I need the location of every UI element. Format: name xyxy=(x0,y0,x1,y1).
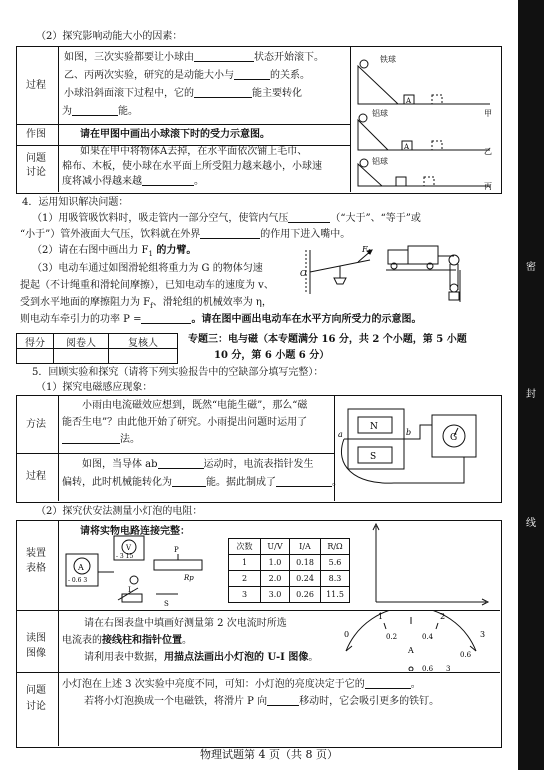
device-label2: 表格 xyxy=(26,563,46,574)
s5b-disc-label1: 问题 xyxy=(26,685,46,696)
circuit-figure xyxy=(60,532,225,608)
grader-header: 阅卷人 xyxy=(66,337,96,349)
grader-input[interactable] xyxy=(53,348,109,364)
dial-unit-a: A xyxy=(408,646,414,655)
s5-proc-line1: 如图，当导体 ab 运动时，电流表指针发生 xyxy=(82,459,314,470)
dial-label-3: 3 xyxy=(480,630,486,639)
dial-label-02: 0.2 xyxy=(386,633,398,641)
s2-draw-text: 请在甲图中画出小球滚下时的受力示意图。 xyxy=(80,129,270,140)
s2-disc-line3: 度将减小得越来越 。 xyxy=(62,176,204,187)
s5-method-line3: 法。 xyxy=(62,433,140,447)
reviewer-header: 复核人 xyxy=(128,337,158,349)
label-ammeter: A xyxy=(78,563,84,572)
table-cell: 0.26 xyxy=(296,590,314,599)
topic3-line2: 10 分，第 6 小题 6 分） xyxy=(214,350,330,361)
induction-figure xyxy=(334,395,500,501)
s2-proc-label: 过程 xyxy=(26,80,46,91)
label-bing: 丙 xyxy=(484,182,492,191)
label-slider-p: P xyxy=(174,546,179,554)
label-al-ball2: 铝球 xyxy=(372,157,388,166)
s5-proc-line2: 偏转，此时机械能转化为 能。据此制成了 。 xyxy=(62,477,342,488)
side-char-feng: 封 xyxy=(526,389,536,400)
label-b: b xyxy=(406,428,412,437)
lever-figure xyxy=(300,244,380,300)
table-cell: 0.18 xyxy=(296,558,314,567)
s4-q2: （2）请在右图中画出力 $F_1$ 的力臂。 xyxy=(32,245,197,258)
table-cell: 0.24 xyxy=(296,574,314,583)
graph-label2: 图像 xyxy=(26,648,46,659)
label-al-ball1: 铝球 xyxy=(372,109,388,118)
col-resistance: R/Ω xyxy=(327,542,343,551)
score-header: 得分 xyxy=(25,337,45,349)
s2-disc-line1: 如果在甲中将物体A去掉，在水平面依次铺上毛巾、 xyxy=(80,146,308,157)
s4-q3-line4: 则电动车牵引力的功率 P = 。请在图中画出电动车在水平方向所受力的示意图。 xyxy=(20,314,422,325)
dial-label-2: 2 xyxy=(440,612,446,621)
reviewer-input[interactable] xyxy=(108,348,178,364)
connect-instruction: 请将实物电路连接完整： xyxy=(80,526,190,537)
table-cell: 2.0 xyxy=(268,574,282,583)
dial-label-1: 1 xyxy=(378,612,384,621)
s5-proc-label: 过程 xyxy=(26,471,46,482)
col-trial: 次数 xyxy=(236,542,253,551)
table-cell: 2 xyxy=(241,574,248,583)
s5-heading: 5．回顾实验和探究（请将下列实验报告中的空缺部分填写完整）： xyxy=(32,367,324,378)
table-cell: 1.0 xyxy=(268,558,282,567)
label-ammeter-terminals: - 0.6 3 xyxy=(68,577,88,584)
label-yi: 乙 xyxy=(484,147,492,156)
graph-line1: 请在右图表盘中填画好测量第 2 次电流时所选 xyxy=(84,618,287,629)
label-o: O xyxy=(300,269,307,278)
s5b-disc-line2: 若将小灯泡换成一个电磁铁，将滑片 P 向 移动时，它会吸引更多的铁钉。 xyxy=(84,696,440,707)
ui-graph-axes[interactable] xyxy=(362,522,492,608)
s5b-sub2: （2）探究伏安法测量小灯泡的电阻： xyxy=(36,506,203,517)
s2-draw-label: 作图 xyxy=(26,129,46,140)
s5b-disc-line1: 小灯泡在上述 3 次实验中亮度不同，可知：小灯泡的亮度决定于它的 。 xyxy=(62,679,421,690)
label-a: a xyxy=(338,430,343,439)
table-cell: 3 xyxy=(241,590,248,599)
table-cell: 3.0 xyxy=(268,590,282,599)
s2-disc-line2: 棉布、木板，使小球在水平面上所受阻力越来越小，小球速 xyxy=(62,161,322,172)
col-voltage: U/V xyxy=(267,542,283,551)
label-voltmeter-terminals: - 3 15 xyxy=(116,553,134,560)
dial-label-0: 0 xyxy=(344,630,350,639)
label-south: S xyxy=(370,452,377,462)
s2-proc-line4: 为 能。 xyxy=(62,106,138,117)
s4-q1-line2: “小于”）管外液面大气压，饮料就在外界 的作用下进入嘴中。 xyxy=(20,229,351,240)
s2-heading: （2）探究影响动能大小的因素： xyxy=(36,31,183,42)
ammeter-dial[interactable] xyxy=(326,611,496,671)
ramp-figures xyxy=(350,46,500,192)
s4-q3-line2: 提起（不计绳重和滑轮间摩擦），已知电动车的速度为 v、 xyxy=(20,280,274,291)
s5-method-label: 方法 xyxy=(26,419,46,430)
dial-label-06: 0.6 xyxy=(460,651,472,659)
side-char-mi: 密 xyxy=(526,262,536,273)
label-galvanometer: G xyxy=(450,433,458,443)
label-block-a1: A xyxy=(406,97,412,105)
graph-line3: 请利用表中数据，用描点法画出小灯泡的 U-I 图像。 xyxy=(84,652,319,663)
s2-proc-line2: 乙、丙两次实验，研究的是动能大小与 的关系。 xyxy=(64,70,310,81)
col-current: I/A xyxy=(299,542,311,551)
dial-label-04: 0.4 xyxy=(422,633,434,641)
topic3-line1: 专题三：电与磁（本专题满分 16 分，共 2 个小题，第 5 小题 xyxy=(188,334,467,345)
label-jia: 甲 xyxy=(484,109,492,118)
label-voltmeter: V xyxy=(126,544,132,552)
graph-line2: 电流表的接线柱和指针位置。 xyxy=(62,635,192,646)
side-char-xian: 线 xyxy=(526,518,536,529)
s4-heading: 4．运用知识解决问题： xyxy=(22,197,129,208)
label-lamp: L xyxy=(128,586,133,594)
s2-proc-line1: 如图，三次实验都要让小球由 状态开始滚下。 xyxy=(64,52,324,63)
label-iron-ball: 铁球 xyxy=(380,55,396,64)
label-rheostat: Rp xyxy=(184,574,194,582)
table-cell: 11.5 xyxy=(326,590,344,599)
score-table xyxy=(16,333,178,364)
page-footer: 物理试题第 4 页（共 8 页） xyxy=(200,748,338,761)
s4-q1-line1: （1）用吸管吸饮料时，吸走管内一部分空气，使管内气压 （“大于”、“等于”或 xyxy=(32,213,421,224)
label-block-a2: A xyxy=(404,143,410,151)
s5-method-line2: 能否生电”？由此他开始了研究。小雨提出问题时运用了 xyxy=(62,417,308,428)
terminal-3: 3 xyxy=(446,665,451,671)
graph-label1: 读图 xyxy=(26,633,46,644)
s2-disc-label1: 问题 xyxy=(26,153,46,164)
table-cell: 5.6 xyxy=(328,558,342,567)
s5b-disc-label2: 讨论 xyxy=(26,701,46,712)
terminal-06: 0.6 xyxy=(422,665,434,671)
pulley-figure xyxy=(386,244,466,304)
data-table xyxy=(228,538,350,602)
s4-q3-line3: 受到水平地面的摩擦阻力为 $F_f$、滑轮组的机械效率为 η， xyxy=(20,297,272,310)
s5-method-line1: 小雨由电流磁效应想到，既然“电能生磁”，那么“磁 xyxy=(82,400,308,411)
device-label1: 装置 xyxy=(26,548,46,559)
score-input[interactable] xyxy=(16,348,54,364)
s4-q3-line1: （3）电动车通过如图滑轮组将重力为 G 的物体匀速 xyxy=(32,263,263,274)
s5-sub1: （1）探究电磁感应现象： xyxy=(36,382,153,393)
table-cell: 8.3 xyxy=(328,574,342,583)
label-switch: S xyxy=(164,600,169,608)
s2-disc-label2: 讨论 xyxy=(26,167,46,178)
label-north: N xyxy=(370,422,378,432)
label-f1: $F_1$ xyxy=(362,245,372,256)
s2-proc-line3: 小球沿斜面滚下过程中，它的 能主要转化 xyxy=(64,88,302,99)
table-cell: 1 xyxy=(241,558,248,567)
